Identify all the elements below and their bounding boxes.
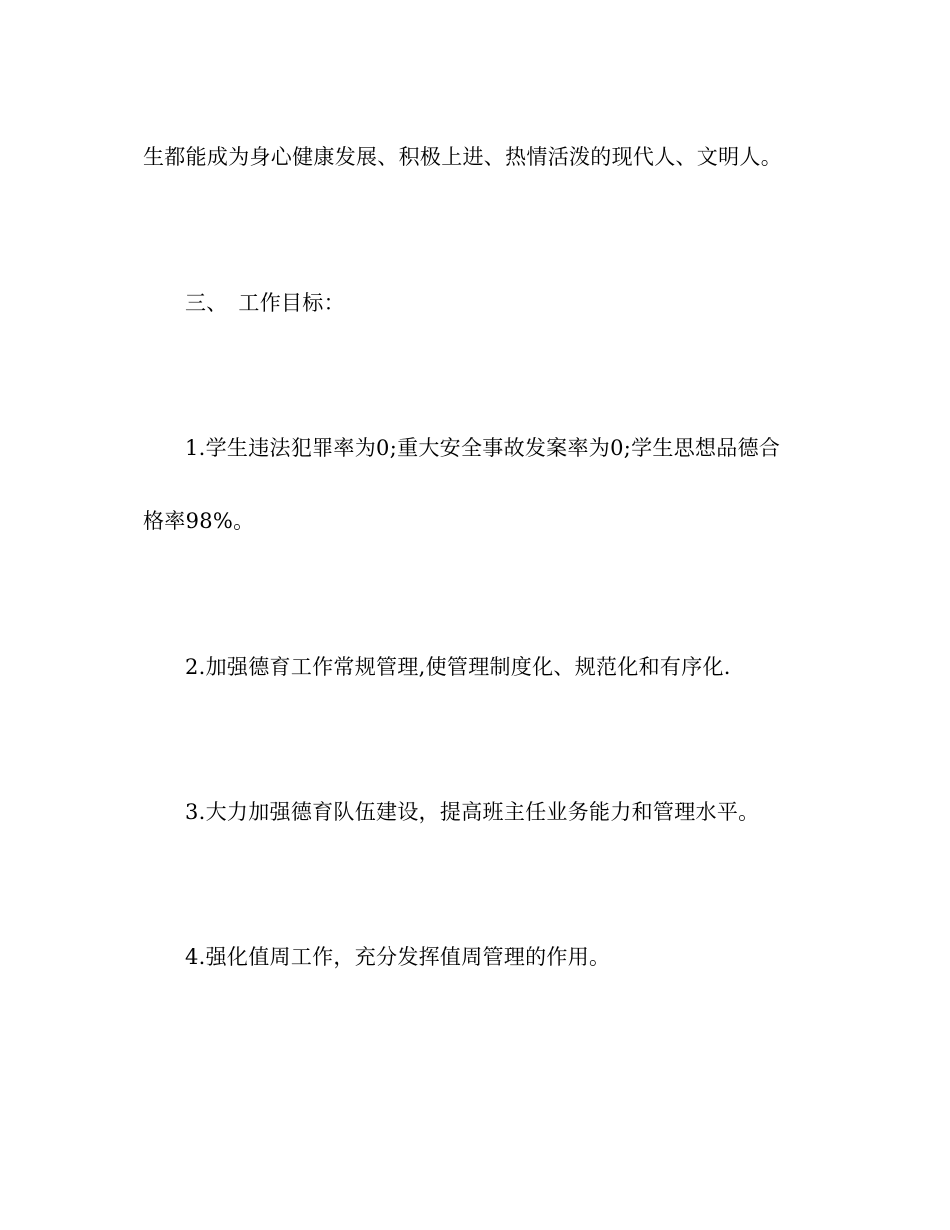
goal-item-1-line-2: 格率98%。 <box>143 509 255 533</box>
goal-item-2: 2.加强德育工作常规管理,使管理制度化、规范化和有序化. <box>185 655 731 679</box>
section-heading-work-goals: 三、 工作目标： <box>185 291 345 315</box>
paragraph-continuation-line: 生都能成为身心健康发展、积极上进、热情活泼的现代人、文明人。 <box>143 145 782 169</box>
goal-item-1-line-1: 1.学生违法犯罪率为0;重大安全事故发案率为0;学生思想品德合 <box>185 436 781 460</box>
goal-item-3: 3.大力加强德育队伍建设，提高班主任业务能力和管理水平。 <box>185 800 760 824</box>
goal-item-4: 4.强化值周工作，充分发挥值周管理的作用。 <box>185 945 611 969</box>
